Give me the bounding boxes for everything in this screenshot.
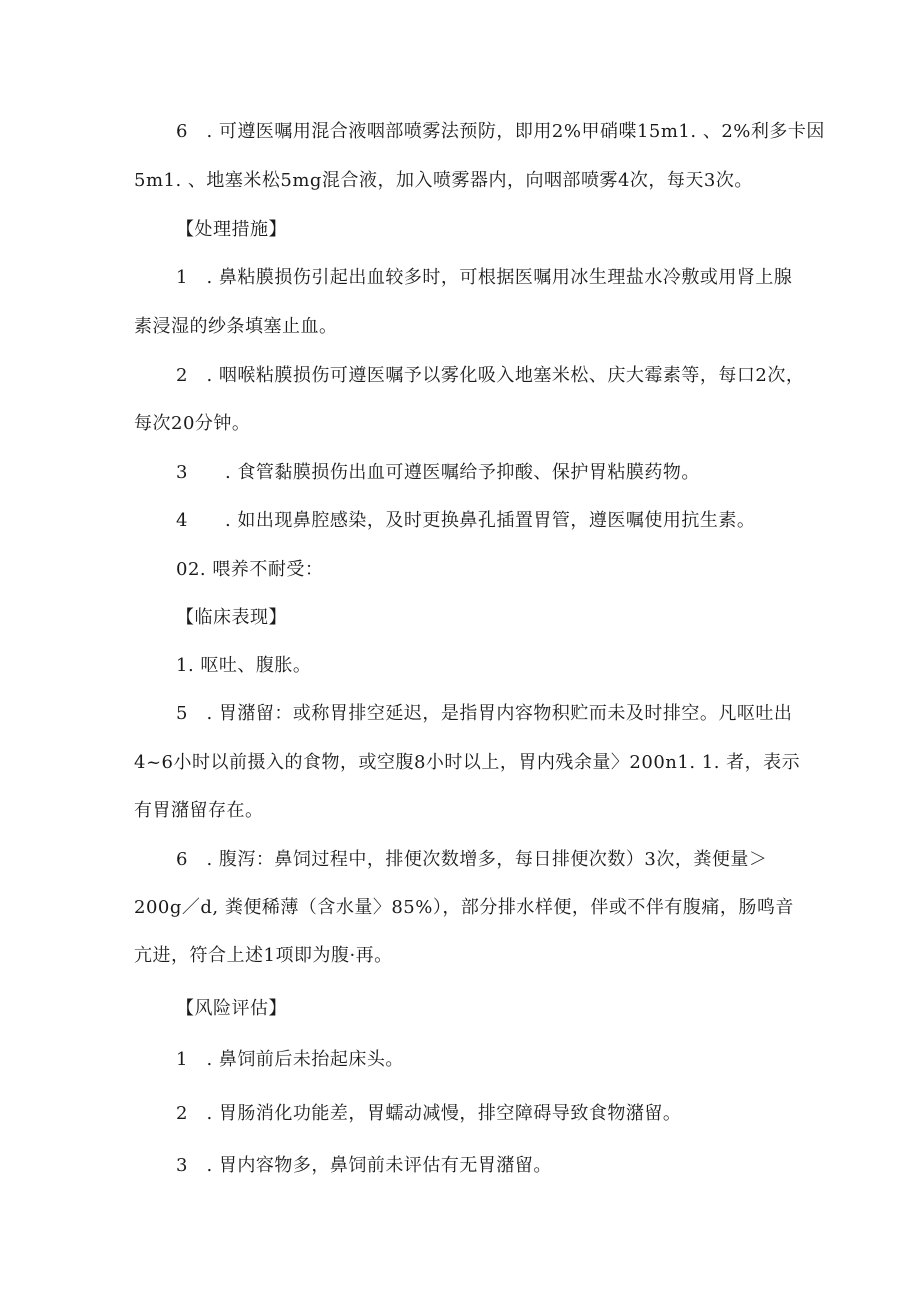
paragraph-line-18: 3 . 胃内容物多，鼻饲前未评估有无胃潴留。 <box>176 1155 552 1176</box>
paragraph-line-14: 200g／d, 粪便稀薄（含水量〉85%），部分排水样便，伴或不伴有腹痛，肠鸣音 <box>134 897 794 918</box>
paragraph-line-4: 素浸湿的纱条填塞止血。 <box>134 316 338 337</box>
paragraph-line-13: 6 . 腹泻：鼻饲过程中，排便次数增多，每日排便次数）3次，粪便量＞ <box>176 849 768 870</box>
paragraph-line-1: 6 . 可遵医嘱用混合液咽部喷雾法预防，即用2%甲硝喋15m1. 、2%利多卡因 <box>176 121 825 142</box>
paragraph-line-8: 4 . 如出现鼻腔感染，及时更换鼻孔插置胃管，遵医嘱使用抗生素。 <box>176 510 756 531</box>
paragraph-line-2: 5m1. 、地塞米松5mg混合液，加入喷雾器内，向咽部喷雾4次，每天3次。 <box>134 170 753 191</box>
paragraph-line-6: 每次20分钟。 <box>134 413 251 434</box>
section-heading-treatment: 【处理措施】 <box>176 219 287 240</box>
paragraph-line-7: 3 . 食管黏膜损伤出血可遵医嘱给予抑酸、保护胃粘膜药物。 <box>176 462 700 483</box>
paragraph-line-10: 5 . 胃潴留：或称胃排空延迟，是指胃内容物积贮而未及时排空。凡呕吐出 <box>176 703 793 724</box>
paragraph-line-15: 亢进，符合上述1项即为腹·再。 <box>134 945 393 966</box>
paragraph-line-12: 有胃潴留存在。 <box>134 800 264 821</box>
section-heading-clinical: 【临床表现】 <box>176 607 287 628</box>
paragraph-line-9: 1. 呕吐、腹胀。 <box>176 655 312 676</box>
paragraph-line-5: 2 . 咽喉粘膜损伤可遵医嘱予以雾化吸入地塞米松、庆大霉素等，每口2次， <box>176 365 805 386</box>
paragraph-line-11: 4~6小时以前摄入的食物，或空腹8小时以上，胃内残余量〉200n1. 1. 者，表示 <box>134 752 801 773</box>
section-heading-risk: 【风险评估】 <box>176 998 287 1019</box>
subsection-title: 02. 喂养不耐受： <box>176 559 324 580</box>
paragraph-line-3: 1 . 鼻粘膜损伤引起出血较多时，可根据医嘱用冰生理盐水冷敷或用肾上腺 <box>176 267 793 288</box>
paragraph-line-17: 2 . 胃肠消化功能差，胃蠕动减慢，排空障碍导致食物潴留。 <box>176 1103 682 1124</box>
paragraph-line-16: 1 . 鼻饲前后未抬起床头。 <box>176 1049 404 1070</box>
